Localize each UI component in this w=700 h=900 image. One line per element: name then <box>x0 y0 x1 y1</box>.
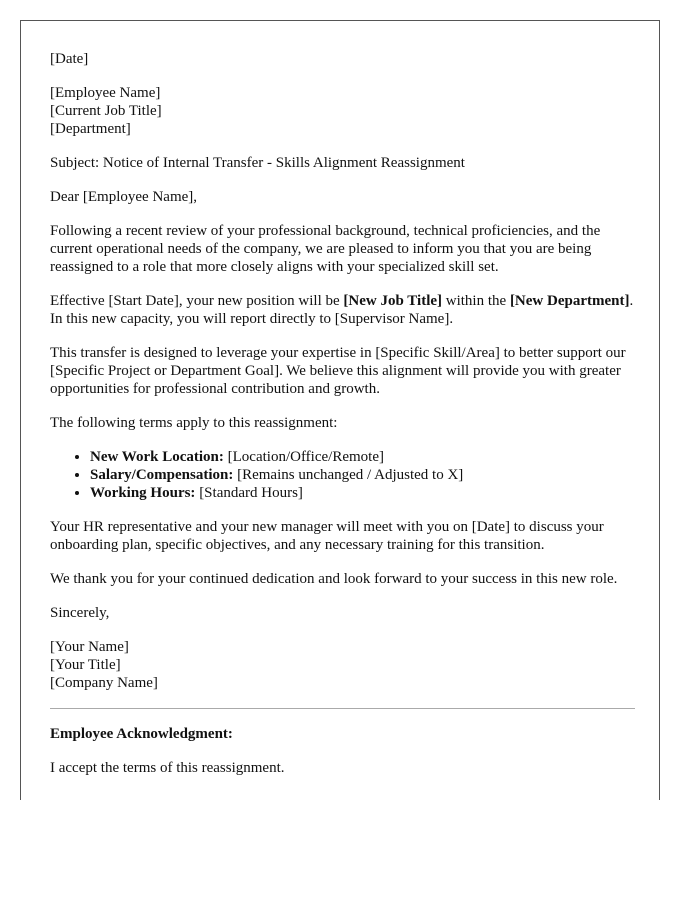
acknowledgment-statement: I accept the terms of this reassignment. <box>50 760 285 776</box>
date-line: [Date] <box>50 51 89 67</box>
position-suffix: . In this new capacity, you will report directly to [Supervisor Name]. <box>50 293 634 327</box>
new-department: [New Department] <box>509 293 630 309</box>
company-name: [Company Name] <box>50 675 158 691</box>
paragraph-new-position <box>50 292 635 328</box>
term-item-hours <box>90 484 635 502</box>
department: [Department] <box>50 121 131 137</box>
recipient-block <box>50 84 635 138</box>
paragraph-onboarding: Your HR representative and your new manager will meet with you on [Date] to discuss your onboarding plan, specific objectives, and any necessary training for this transition. <box>50 519 604 553</box>
current-job-title: [Current Job Title] <box>50 103 162 119</box>
new-job-title: [New Job Title] <box>343 293 443 309</box>
acknowledgment-heading-text: Employee Acknowledgment: <box>50 726 233 742</box>
term-label: Salary/Compensation: <box>90 467 234 483</box>
signer-title: [Your Title] <box>50 657 121 673</box>
term-item-location <box>90 448 635 466</box>
position-prefix: Effective [Start Date], your new position will be <box>50 293 344 309</box>
letter-body <box>50 50 635 793</box>
divider <box>50 708 635 709</box>
letter-page <box>20 20 660 800</box>
position-middle: within the <box>442 293 510 309</box>
subject-line: Subject: Notice of Internal Transfer - Skills Alignment Reassignment <box>50 155 465 171</box>
term-value: [Remains unchanged / Adjusted to X] <box>233 467 464 483</box>
signature-block <box>50 638 635 692</box>
term-label: Working Hours: <box>90 485 196 501</box>
terms-intro: The following terms apply to this reassignment: <box>50 415 338 431</box>
terms-list <box>50 448 635 502</box>
paragraph-review: Following a recent review of your professional background, technical proficiencies, and the current operational needs of the company, we are pleased to inform you that you are being reassigned to a role that more closely aligns with your specialized skill set. <box>50 223 601 275</box>
term-label: New Work Location: <box>90 449 224 465</box>
greeting: Dear [Employee Name], <box>50 189 198 205</box>
paragraph-thanks: We thank you for your continued dedication and look forward to your success in this new role. <box>50 571 618 587</box>
term-value: [Location/Office/Remote] <box>223 449 384 465</box>
acknowledgment-heading <box>50 725 635 743</box>
term-value: [Standard Hours] <box>195 485 303 501</box>
paragraph-transfer-purpose: This transfer is designed to leverage your expertise in [Specific Skill/Area] to better support our [Specific Project or Department Goal]. We believe this alignment will provide you with greater opportunities for professional contribution and growth. <box>50 345 626 397</box>
employee-name: [Employee Name] <box>50 85 161 101</box>
closing: Sincerely, <box>50 605 110 621</box>
signer-name: [Your Name] <box>50 639 129 655</box>
term-item-salary <box>90 466 635 484</box>
